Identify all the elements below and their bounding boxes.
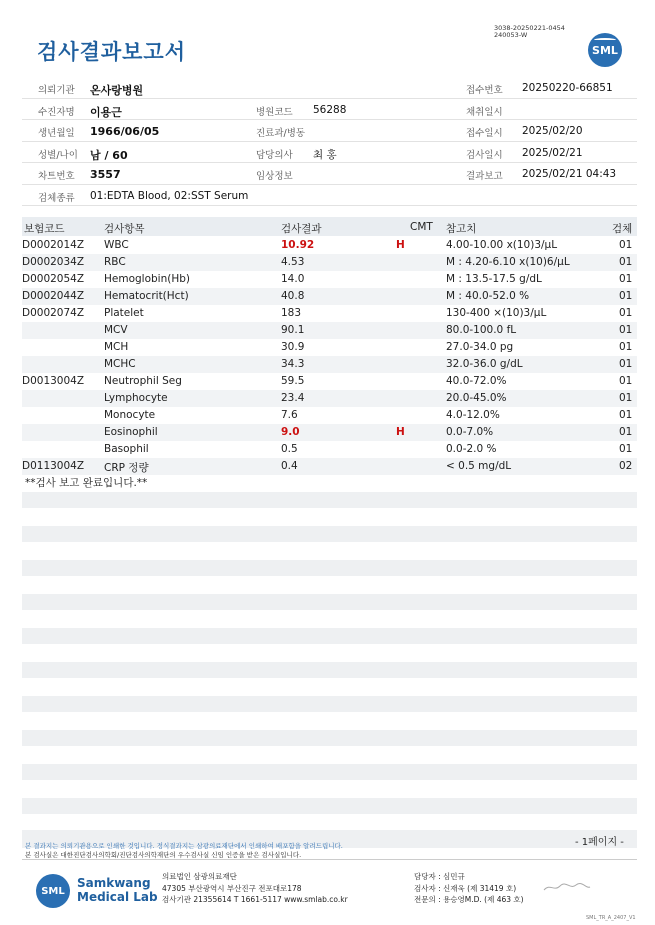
empty-row-stripe: [22, 492, 637, 508]
cell-result: 30.9: [281, 341, 305, 353]
cell-item: WBC: [104, 239, 129, 251]
footer-address: [162, 871, 348, 906]
info-row: [22, 120, 637, 142]
test-date-label: 검사일시: [466, 149, 503, 161]
cell-item: MCV: [104, 324, 128, 336]
cell-code: D0002034Z: [22, 256, 85, 268]
sex-age-value: 남 / 60: [90, 148, 128, 162]
hospital-code-value: 56288: [313, 103, 347, 116]
cell-ref: M : 4.20-6.10 x(10)6/μL: [446, 256, 570, 268]
table-row: [22, 305, 637, 322]
cell-ref: 20.0-45.0%: [446, 392, 507, 404]
cell-specimen: 01: [619, 307, 633, 319]
table-row: [22, 237, 637, 254]
cell-code: D0002044Z: [22, 290, 85, 302]
cell-specimen: 01: [619, 443, 633, 455]
cell-ref: 27.0-34.0 pg: [446, 341, 514, 353]
receipt-date-value: 2025/02/20: [522, 125, 583, 137]
empty-row-stripe: [22, 730, 637, 746]
results-table-header: [22, 217, 637, 236]
sex-age-label: 성별/나이: [38, 149, 78, 161]
cell-ref: 0.0-2.0 %: [446, 443, 497, 455]
cell-specimen: 01: [619, 392, 633, 404]
cell-item: MCHC: [104, 358, 136, 370]
cell-specimen: 01: [619, 341, 633, 353]
document-id: [494, 25, 565, 39]
table-row: [22, 373, 637, 390]
cell-result: 9.0: [281, 426, 300, 438]
cell-item: Lymphocyte: [104, 392, 168, 404]
empty-row-stripe: [22, 662, 637, 678]
receipt-date-label: 접수일시: [466, 128, 503, 139]
cell-ref: M : 40.0-52.0 %: [446, 290, 530, 302]
report-title: 검사결과보고서: [37, 40, 187, 64]
empty-row-stripe: [22, 696, 637, 712]
chart-no-value: 3557: [90, 168, 121, 181]
col-header-item: 검사항목: [104, 223, 145, 235]
name-label: 수진자명: [38, 106, 75, 118]
hospital-label: 의뢰기관: [38, 85, 75, 96]
footer-staff-line2: 검사자 : 신재욱 (제 31419 호): [414, 883, 517, 893]
cell-item: CRP 정량: [104, 462, 149, 474]
chart-no-label: 차트번호: [38, 171, 75, 182]
specimen-label: 검체종류: [38, 192, 75, 204]
col-header-code: 보험코드: [24, 223, 65, 235]
empty-row-stripe: [22, 798, 637, 814]
cell-item: MCH: [104, 341, 129, 353]
cell-cmt: H: [396, 239, 405, 251]
cell-specimen: 02: [619, 460, 633, 472]
cell-result: 14.0: [281, 273, 305, 285]
info-row: [22, 99, 637, 121]
col-header-result: 검사결과: [281, 223, 322, 235]
cell-result: 0.4: [281, 460, 298, 472]
cell-specimen: 01: [619, 324, 633, 336]
hospital-code-label: 병원코드: [256, 106, 293, 118]
cell-ref: 4.00-10.00 x(10)3/μL: [446, 239, 558, 251]
cell-specimen: 01: [619, 375, 633, 387]
table-row: [22, 458, 637, 475]
clinical-label: 임상정보: [256, 171, 293, 182]
cell-specimen: 01: [619, 426, 633, 438]
report-date-label: 결과보고: [466, 171, 503, 182]
empty-row-stripe: [22, 764, 637, 780]
collect-date-label: 채취일시: [466, 106, 503, 118]
cell-item: Neutrophil Seg: [104, 375, 182, 387]
table-row: [22, 390, 637, 407]
cell-result: 90.1: [281, 324, 305, 336]
cell-result: 40.8: [281, 290, 305, 302]
cell-cmt: H: [396, 426, 405, 438]
cell-specimen: 01: [619, 273, 633, 285]
page-number: - 1페이지 -: [575, 837, 624, 848]
table-row: [22, 441, 637, 458]
receipt-no-value: 20250220-66851: [522, 82, 613, 94]
cell-item: Platelet: [104, 307, 144, 319]
empty-row-stripe: [22, 560, 637, 576]
cell-code: D0113004Z: [22, 460, 85, 472]
table-row: [22, 271, 637, 288]
footer-org-line1: Samkwang: [77, 876, 151, 890]
table-row: [22, 424, 637, 441]
table-row: [22, 339, 637, 356]
cell-specimen: 01: [619, 358, 633, 370]
cell-code: D0002074Z: [22, 307, 85, 319]
info-row: [22, 185, 637, 207]
cell-item: Eosinophil: [104, 426, 158, 438]
patient-info: [22, 77, 637, 206]
cell-code: D0002054Z: [22, 273, 85, 285]
results-table-body: [22, 237, 637, 475]
dob-label: 생년월일: [38, 128, 75, 139]
footer-staff-line1: 담당자 : 심민규: [414, 872, 465, 881]
footer-notice-1: 본 결과지는 의뢰기관용으로 인쇄한 것입니다. 정식결과지는 삼광의료재단에서 인쇄하여 배포함을 알려드립니다.: [25, 842, 343, 850]
table-row: [22, 322, 637, 339]
empty-row-stripe: [22, 628, 637, 644]
table-row: [22, 407, 637, 424]
cell-code: D0013004Z: [22, 375, 85, 387]
sml-logo: SML: [588, 33, 622, 67]
form-code: SML_TR_A_2407_V1: [586, 915, 636, 921]
empty-row-stripe: [22, 594, 637, 610]
footer-notice-2: 본 검사실은 대한진단검사의학회/진단검사의학재단의 우수검사실 신임 인증을 받은 검사실입니다.: [25, 851, 302, 859]
cell-result: 34.3: [281, 358, 305, 370]
table-row: [22, 356, 637, 373]
cell-specimen: 01: [619, 290, 633, 302]
footer-staff-line3: 전문의 : 용승영M.D. (제 463 호): [414, 895, 524, 904]
name-value: 이용근: [90, 105, 122, 119]
info-row: [22, 142, 637, 164]
col-header-specimen: 검체: [612, 223, 633, 235]
cell-ref: M : 13.5-17.5 g/dL: [446, 273, 542, 285]
table-row: [22, 254, 637, 271]
info-row: [22, 77, 637, 99]
cell-result: 23.4: [281, 392, 305, 404]
cell-ref: < 0.5 mg/dL: [446, 460, 512, 472]
info-row: [22, 163, 637, 185]
col-header-ref: 참고치: [446, 223, 477, 235]
footer-address-line2: 47305 부산광역시 부산진구 전포대로178: [162, 883, 302, 893]
footer-org-name: [77, 876, 158, 904]
specimen-value: 01:EDTA Blood, 02:SST Serum: [90, 189, 249, 202]
table-row: [22, 288, 637, 305]
doctor-value: 최 홍: [313, 148, 337, 161]
document-id-line2: 240053-W: [494, 31, 528, 39]
cell-item: RBC: [104, 256, 126, 268]
cell-result: 10.92: [281, 239, 315, 251]
cell-ref: 40.0-72.0%: [446, 375, 507, 387]
cell-item: Monocyte: [104, 409, 156, 421]
footer-org-line2: Medical Lab: [77, 890, 158, 904]
dept-label: 진료과/병동: [256, 128, 306, 139]
cell-item: Hemoglobin(Hb): [104, 273, 191, 285]
hospital-value: 온사랑병원: [90, 84, 144, 97]
col-header-cmt: CMT: [410, 221, 433, 233]
cell-item: Basophil: [104, 443, 149, 455]
cell-ref: 130-400 ×(10)3/μL: [446, 307, 547, 319]
cell-code: D0002014Z: [22, 239, 85, 251]
document-id-line1: 3038-20250221-0454: [494, 24, 565, 32]
cell-result: 59.5: [281, 375, 305, 387]
report-complete-note: **검사 보고 완료입니다.**: [25, 477, 148, 489]
empty-row-stripe: [22, 526, 637, 542]
dob-value: 1966/06/05: [90, 125, 160, 138]
cell-item: Hematocrit(Hct): [104, 290, 189, 302]
cell-ref: 80.0-100.0 fL: [446, 324, 517, 336]
footer-staff: [414, 871, 524, 906]
footer-sml-logo: SML: [36, 874, 70, 908]
doctor-label: 담당의사: [256, 149, 293, 161]
empty-row-stripe: [22, 830, 637, 840]
cell-result: 183: [281, 307, 302, 319]
footer-address-line3: 검사기관 21355614 T 1661-5117 www.smlab.co.kr: [162, 895, 348, 904]
report-date-value: 2025/02/21 04:43: [522, 168, 617, 180]
cell-ref: 0.0-7.0%: [446, 426, 494, 438]
receipt-no-label: 접수번호: [466, 85, 503, 96]
cell-specimen: 01: [619, 256, 633, 268]
cell-result: 0.5: [281, 443, 298, 455]
footer-address-line1: 의료법인 삼광의료재단: [162, 872, 237, 881]
cell-specimen: 01: [619, 239, 633, 251]
cell-result: 7.6: [281, 409, 298, 421]
cell-result: 4.53: [281, 256, 305, 268]
cell-ref: 4.0-12.0%: [446, 409, 500, 421]
cell-ref: 32.0-36.0 g/dL: [446, 358, 523, 370]
footer-divider: [22, 859, 637, 860]
signature-mark: [542, 881, 592, 896]
cell-specimen: 01: [619, 409, 633, 421]
test-date-value: 2025/02/21: [522, 146, 583, 159]
